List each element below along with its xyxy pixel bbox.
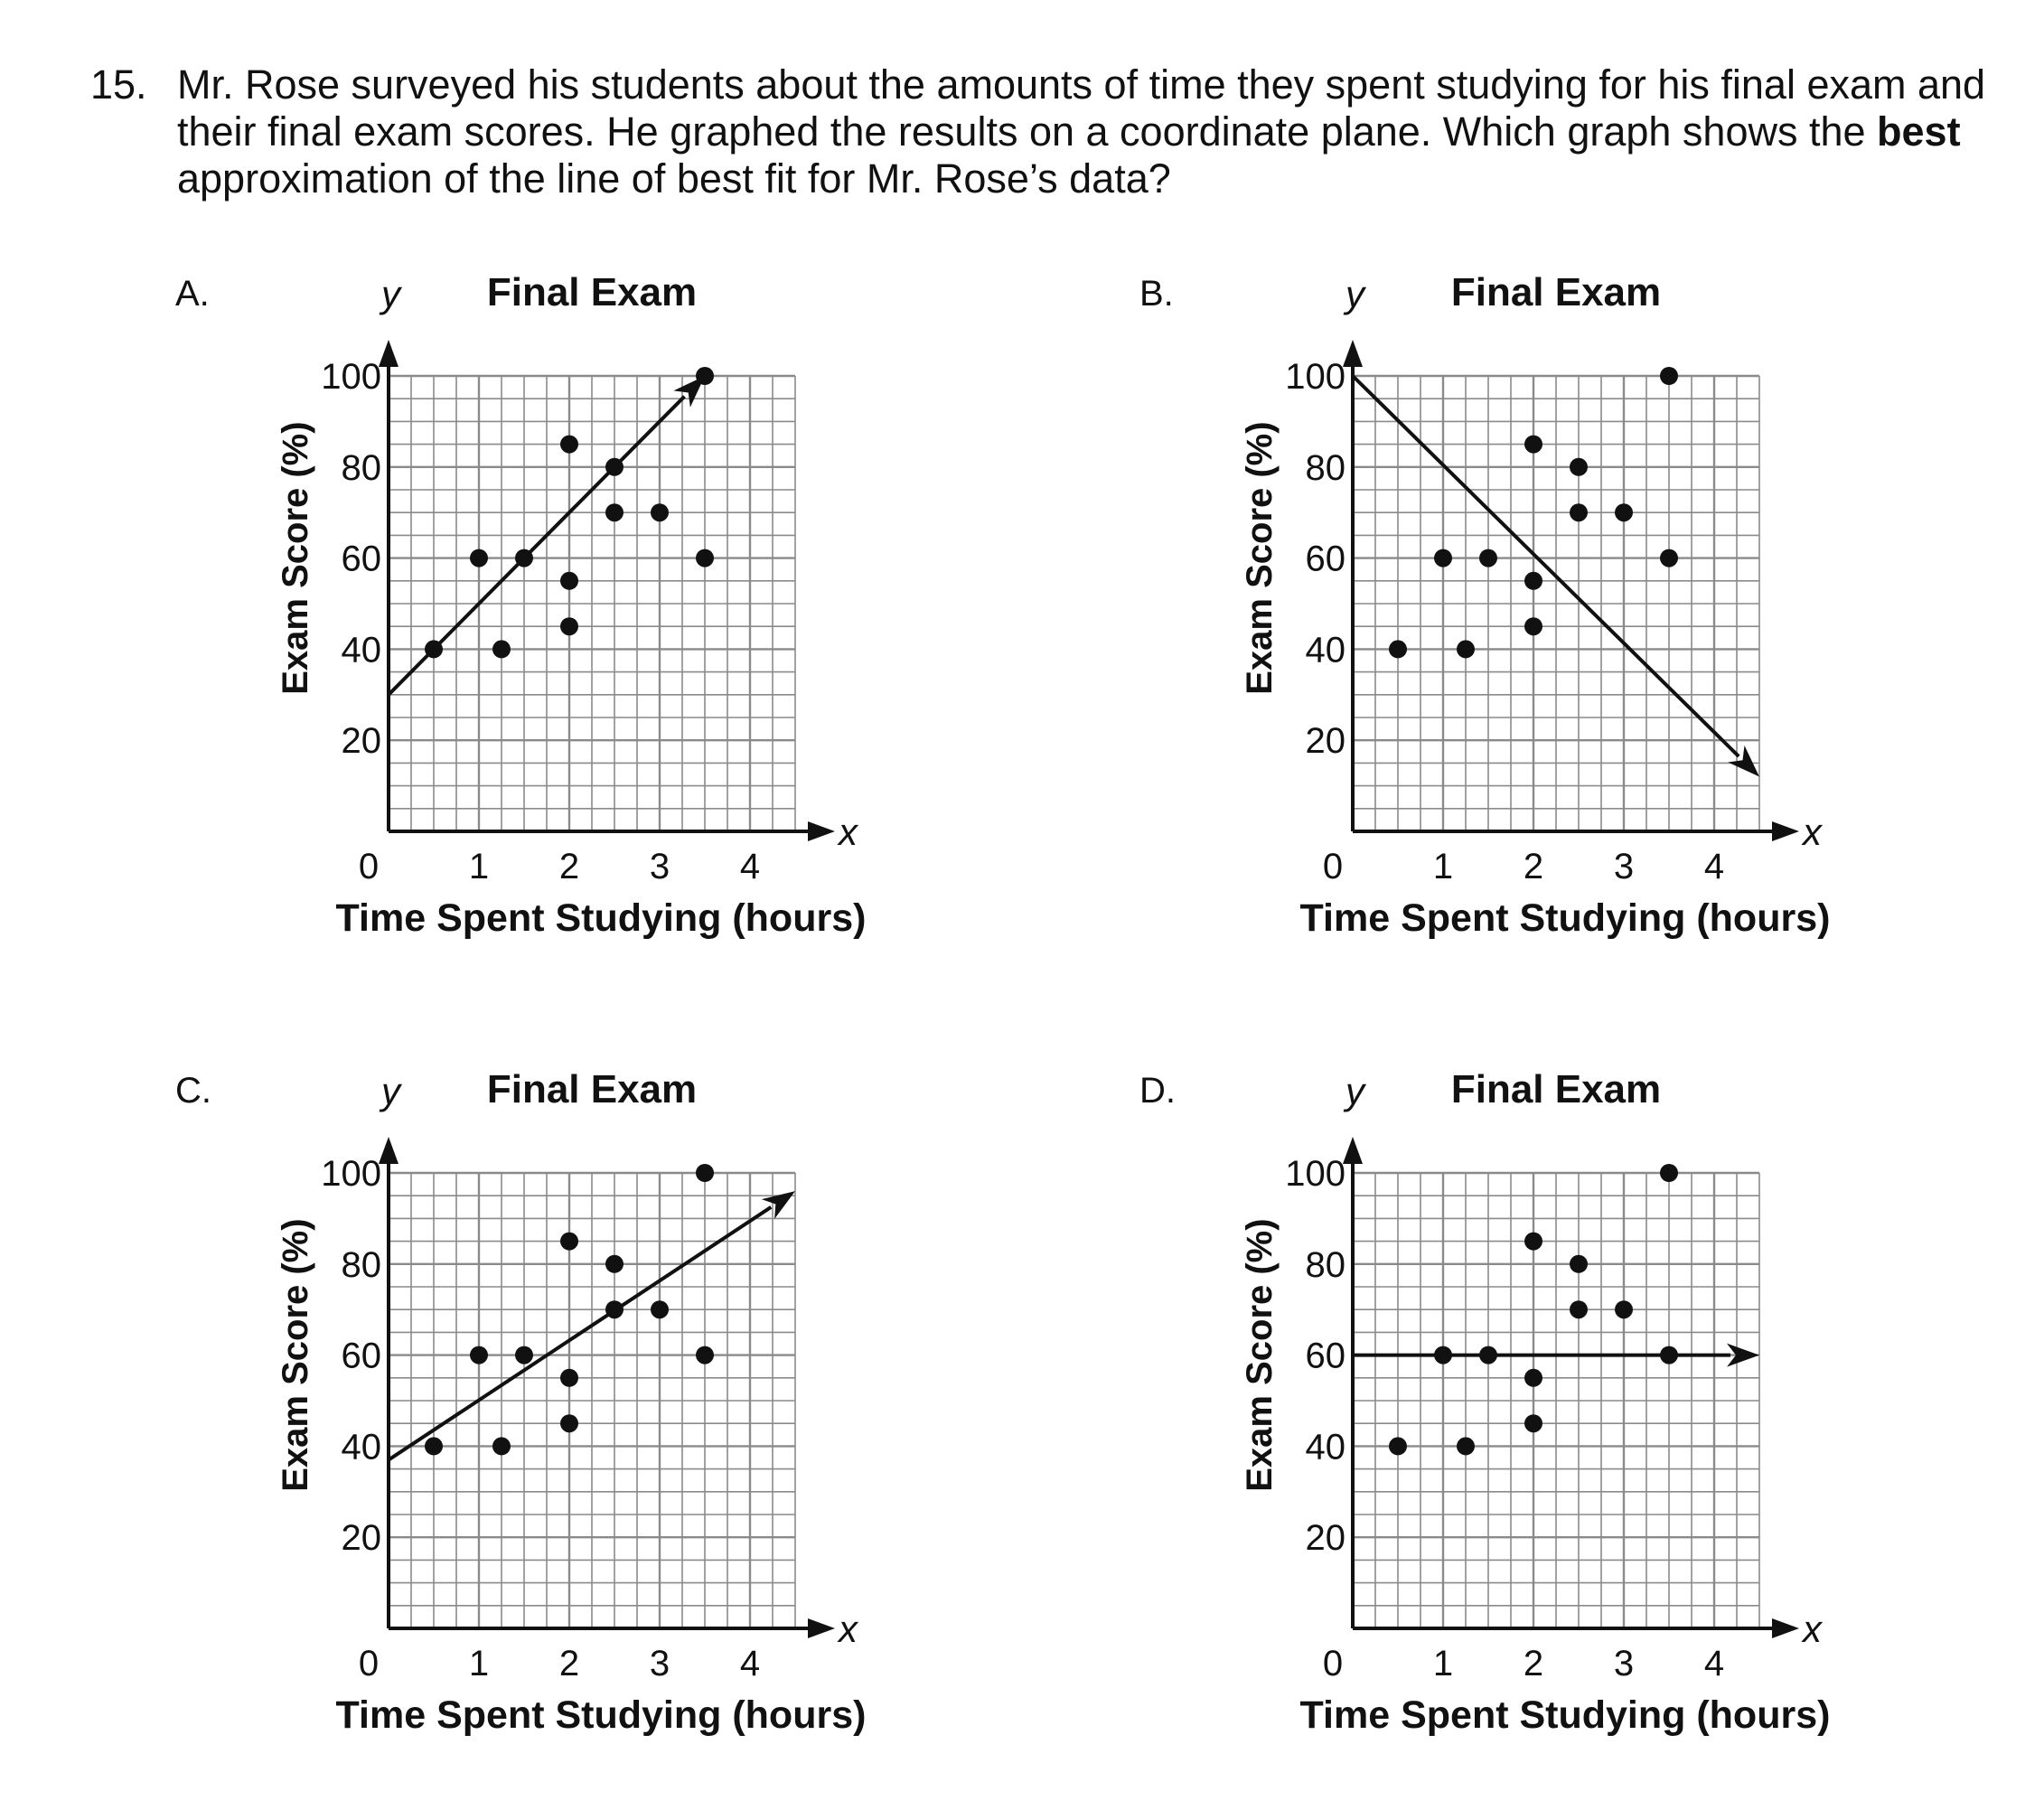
option-label: D. (1139, 1071, 1176, 1111)
x-tick-label: 3 (1613, 847, 1635, 886)
x-axis-arrow (808, 821, 835, 841)
question-text-after: approximation of the line of best fit for Mr. Rose’s data? (177, 155, 1171, 202)
data-point (470, 549, 488, 567)
question-text (177, 61, 1993, 202)
data-point (560, 436, 578, 454)
y-axis-label: Exam Score (%) (276, 1218, 315, 1492)
x-axis-letter: x (839, 811, 858, 853)
y-axis-arrow (379, 340, 398, 367)
chart-option-d[interactable] (1136, 1059, 2039, 1746)
x-axis-label: Time Spent Studying (hours) (1299, 896, 1831, 940)
data-point (651, 1300, 669, 1318)
data-point (492, 640, 511, 658)
x-tick-label: 2 (558, 1644, 580, 1683)
data-point (696, 367, 714, 385)
chart-option-a[interactable] (172, 262, 1075, 949)
y-tick-label: 60 (1305, 539, 1345, 579)
y-tick-label: 20 (341, 721, 381, 762)
data-point (560, 1414, 578, 1432)
x-tick-label: 1 (468, 847, 490, 886)
data-point (1570, 458, 1588, 476)
scatter-plot (1136, 1059, 2039, 1746)
data-point (1434, 1346, 1452, 1365)
data-point (1570, 1255, 1588, 1273)
y-axis-arrow (1343, 1137, 1363, 1164)
x-tick-label: 4 (739, 1644, 761, 1683)
option-label: A. (175, 274, 210, 314)
y-axis-letter: y (1345, 1070, 1364, 1112)
data-point (1615, 503, 1633, 521)
data-point (425, 1437, 443, 1455)
question-text-before: Mr. Rose surveyed his students about the amounts of time they spent studying for his final exam and their final exam scores. He graphed the results on a coordinate plane. Which graph shows the (177, 61, 1986, 155)
x-tick-label: 0 (358, 847, 380, 886)
y-tick-label: 20 (1305, 1518, 1345, 1559)
x-axis-label: Time Spent Studying (hours) (335, 896, 867, 940)
option-label: C. (175, 1071, 211, 1111)
data-point (1570, 1300, 1588, 1318)
y-axis-letter: y (381, 273, 400, 315)
data-point (696, 1346, 714, 1365)
y-tick-label: 60 (1305, 1336, 1345, 1376)
data-point (1570, 503, 1588, 521)
data-point (1615, 1300, 1633, 1318)
x-tick-label: 0 (358, 1644, 380, 1683)
x-tick-label: 3 (649, 1644, 670, 1683)
data-point (605, 503, 624, 521)
x-axis-letter: x (839, 1608, 858, 1650)
y-tick-label: 80 (341, 447, 381, 488)
y-tick-label: 60 (341, 539, 381, 579)
x-tick-label: 3 (1613, 1644, 1635, 1683)
data-point (515, 1346, 533, 1365)
data-point (492, 1437, 511, 1455)
data-point (1389, 1437, 1407, 1455)
data-point (1479, 549, 1497, 567)
x-tick-label: 0 (1322, 1644, 1344, 1683)
y-tick-label: 20 (341, 1518, 381, 1559)
option-label: B. (1139, 274, 1174, 314)
scatter-plot (172, 262, 1075, 949)
data-point (1524, 1233, 1542, 1251)
y-axis-arrow (379, 1137, 398, 1164)
data-point (1479, 1346, 1497, 1365)
x-tick-label: 3 (649, 847, 670, 886)
data-point (651, 503, 669, 521)
x-tick-label: 4 (739, 847, 761, 886)
data-point (470, 1346, 488, 1365)
question-number: 15. (90, 61, 147, 108)
x-tick-label: 4 (1703, 1644, 1725, 1683)
y-tick-label: 80 (1305, 1244, 1345, 1285)
data-point (1457, 1437, 1475, 1455)
x-tick-label: 2 (558, 847, 580, 886)
x-axis-arrow (1772, 1618, 1799, 1638)
data-point (696, 549, 714, 567)
data-point (1524, 1414, 1542, 1432)
y-tick-label: 40 (341, 1427, 381, 1468)
x-tick-label: 4 (1703, 847, 1725, 886)
grid (1353, 1173, 1759, 1628)
data-point (560, 617, 578, 635)
data-point (1524, 617, 1542, 635)
x-axis-label: Time Spent Studying (hours) (335, 1693, 867, 1737)
y-tick-label: 20 (1305, 721, 1345, 762)
x-tick-label: 1 (1432, 1644, 1454, 1683)
chart-title: Final Exam (1450, 1067, 1662, 1111)
x-axis-letter: x (1803, 1608, 1822, 1650)
data-point (605, 458, 624, 476)
fit-line (389, 1207, 771, 1460)
x-tick-label: 1 (1432, 847, 1454, 886)
data-point (1457, 640, 1475, 658)
data-point (560, 1369, 578, 1387)
question-emphasis: best (1877, 108, 1961, 155)
chart-option-c[interactable] (172, 1059, 1075, 1746)
y-tick-label: 80 (341, 1244, 381, 1285)
y-axis-label: Exam Score (%) (1240, 1218, 1280, 1492)
data-point (1524, 1369, 1542, 1387)
data-point (1660, 1346, 1678, 1365)
x-axis-arrow (1772, 821, 1799, 841)
y-tick-label: 40 (1305, 630, 1345, 671)
scatter-plot (1136, 262, 2039, 949)
y-tick-label: 40 (1305, 1427, 1345, 1468)
x-tick-label: 0 (1322, 847, 1344, 886)
y-tick-label: 60 (341, 1336, 381, 1376)
chart-option-b[interactable] (1136, 262, 2039, 949)
data-point (425, 640, 443, 658)
data-point (1524, 572, 1542, 590)
scatter-plot (172, 1059, 1075, 1746)
y-axis-label: Exam Score (%) (1240, 421, 1280, 695)
grid (389, 1173, 795, 1628)
fit-line (1353, 376, 1739, 756)
y-tick-label: 100 (1285, 1154, 1345, 1194)
y-axis-letter: y (381, 1070, 400, 1112)
x-axis-label: Time Spent Studying (hours) (1299, 1693, 1831, 1737)
data-point (560, 1233, 578, 1251)
y-axis-label: Exam Score (%) (276, 421, 315, 695)
x-tick-label: 2 (1523, 847, 1544, 886)
y-tick-label: 40 (341, 630, 381, 671)
y-tick-label: 100 (321, 1154, 381, 1194)
data-point (1660, 367, 1678, 385)
y-tick-label: 100 (321, 357, 381, 397)
x-axis-letter: x (1803, 811, 1822, 853)
chart-title: Final Exam (486, 1067, 698, 1111)
data-point (696, 1164, 714, 1182)
y-tick-label: 80 (1305, 447, 1345, 488)
x-axis-arrow (808, 1618, 835, 1638)
data-point (560, 572, 578, 590)
data-point (1434, 549, 1452, 567)
data-point (515, 549, 533, 567)
chart-title: Final Exam (1450, 270, 1662, 314)
data-point (1660, 1164, 1678, 1182)
x-tick-label: 1 (468, 1644, 490, 1683)
data-point (605, 1300, 624, 1318)
data-point (1660, 549, 1678, 567)
x-tick-label: 2 (1523, 1644, 1544, 1683)
grid (1353, 376, 1759, 831)
y-tick-label: 100 (1285, 357, 1345, 397)
grid (389, 376, 795, 831)
y-axis-arrow (1343, 340, 1363, 367)
data-point (1389, 640, 1407, 658)
y-axis-letter: y (1345, 273, 1364, 315)
data-point (1524, 436, 1542, 454)
data-point (605, 1255, 624, 1273)
chart-title: Final Exam (486, 270, 698, 314)
